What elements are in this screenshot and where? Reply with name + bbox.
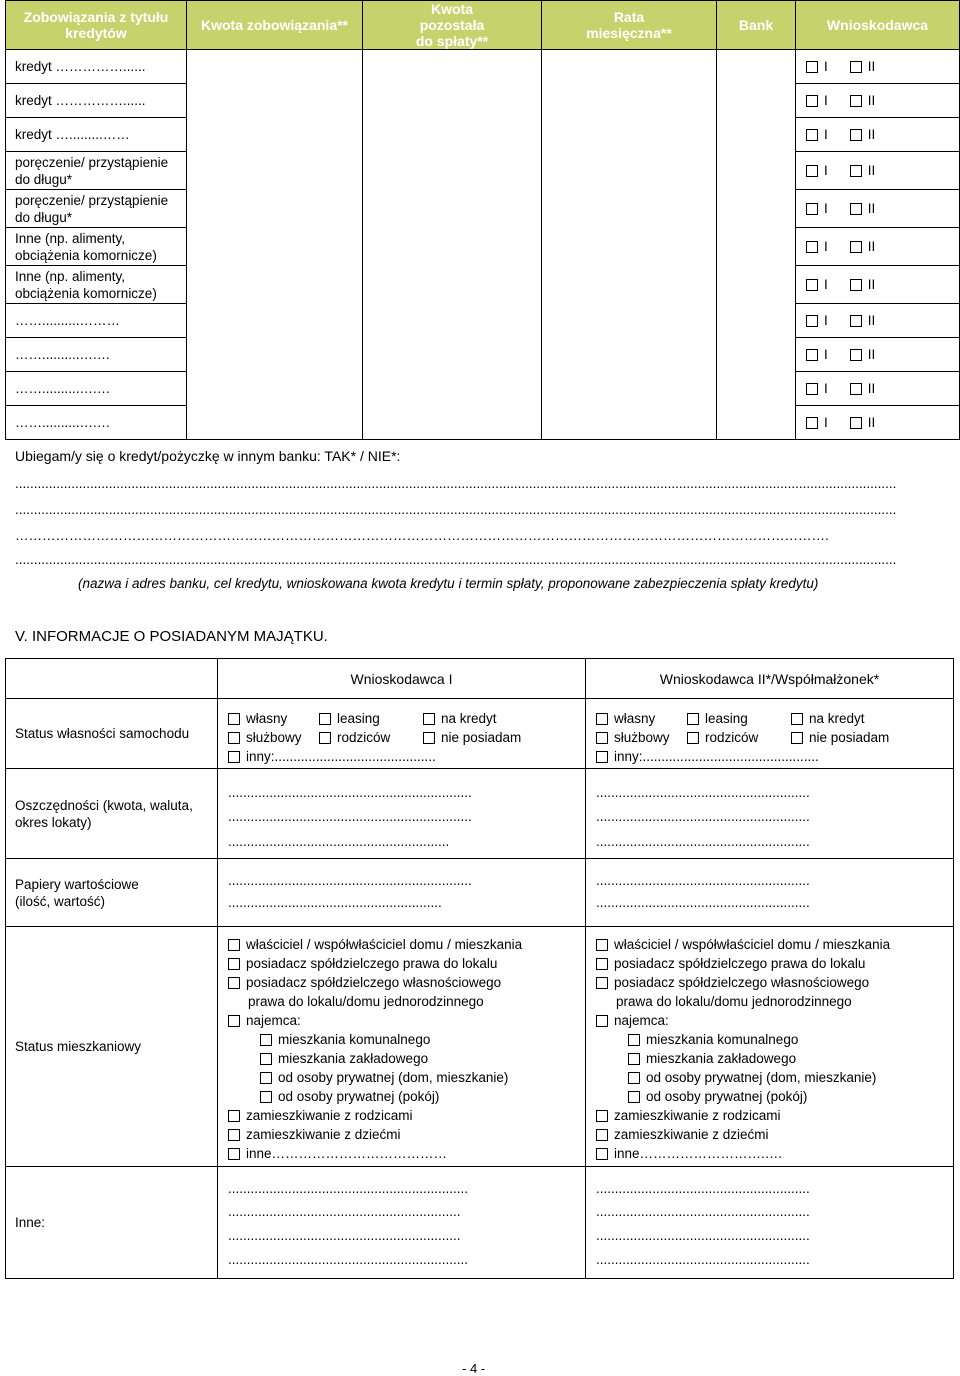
- header-monthly-rate: Rata miesięczna**: [542, 1, 717, 50]
- housing-option: [260, 1070, 508, 1086]
- applicant-1-option: I: [824, 347, 828, 362]
- housing-option-checkbox[interactable]: [596, 958, 608, 970]
- other-assets-label: Inne:: [6, 1167, 218, 1279]
- applicant-1-checkbox[interactable]: [806, 95, 818, 107]
- obligation-label: ……..........….…: [6, 406, 187, 440]
- housing-option: [228, 937, 522, 953]
- housing-option-label: mieszkania zakładowego: [278, 1051, 429, 1066]
- applicant-choice: [796, 228, 960, 266]
- obligation-row: [6, 190, 960, 228]
- applicant-2-checkbox[interactable]: [850, 61, 862, 73]
- applicant-2-checkbox[interactable]: [850, 279, 862, 291]
- obligation-cell[interactable]: [717, 304, 796, 338]
- housing-applicant-2: [586, 927, 954, 1167]
- car-option: [423, 730, 521, 746]
- fill-line[interactable]: .........................................................: [596, 1181, 810, 1196]
- applicant-2-checkbox[interactable]: [850, 165, 862, 177]
- housing-option-label: prawa do lokalu/domu jednorodzinnego: [616, 994, 852, 1009]
- fill-line[interactable]: .........................................................: [596, 1228, 810, 1243]
- obligation-cell[interactable]: [717, 228, 796, 266]
- housing-option-label: mieszkania komunalnego: [278, 1032, 431, 1047]
- securities-applicant-2: [586, 859, 954, 927]
- applicant-1-option: I: [824, 277, 828, 292]
- car-option: [791, 711, 865, 727]
- car-option-checkbox[interactable]: [791, 732, 803, 744]
- fill-line[interactable]: .................................................................: [228, 809, 472, 824]
- applicant-2-option: II: [867, 277, 876, 292]
- obligation-label: ……..........….…: [6, 338, 187, 372]
- housing-option: [596, 937, 890, 953]
- header-applicant-2: Wnioskodawca II*/Współmałżonek*: [586, 659, 954, 699]
- fill-line[interactable]: ................................................................: [228, 1181, 469, 1196]
- housing-option-checkbox[interactable]: [228, 958, 240, 970]
- fill-line[interactable]: .........................................................: [596, 1252, 810, 1267]
- savings-applicant-1: [218, 769, 586, 859]
- housing-option: [260, 1089, 439, 1105]
- housing-option-checkbox[interactable]: [628, 1091, 640, 1103]
- housing-option: [616, 994, 852, 1010]
- car-option: [423, 711, 497, 727]
- car-option-label: nie posiadam: [809, 730, 890, 745]
- header-obligation-type: Zobowiązania z tytułu kredytów: [6, 1, 187, 50]
- fill-line[interactable]: ...........................................................: [228, 834, 450, 849]
- housing-option: [228, 1013, 301, 1029]
- housing-option-label: prawa do lokalu/domu jednorodzinnego: [248, 994, 484, 1009]
- other-assets-applicant-2: [586, 1167, 954, 1279]
- housing-option: [228, 1108, 413, 1124]
- obligation-row: [6, 50, 960, 84]
- housing-other-checkbox[interactable]: [228, 1148, 240, 1160]
- housing-option-checkbox[interactable]: [228, 1015, 240, 1027]
- housing-option-label: najemca:: [614, 1013, 669, 1028]
- car-option-label: nie posiadam: [441, 730, 522, 745]
- obligation-cell[interactable]: [187, 304, 363, 338]
- page-number: - 4 -: [462, 1361, 486, 1376]
- car-option-other: [228, 749, 436, 765]
- housing-option-checkbox[interactable]: [628, 1034, 640, 1046]
- obligation-cell[interactable]: [187, 406, 363, 440]
- housing-option-label: najemca:: [246, 1013, 301, 1028]
- applicant-2-option: II: [867, 381, 876, 396]
- fill-line[interactable]: .................................................................: [228, 785, 472, 800]
- obligation-row: [6, 228, 960, 266]
- housing-option: [260, 1032, 430, 1048]
- applicant-1-option: I: [824, 127, 828, 142]
- other-bank-line-4[interactable]: ...........................................................................................................................................................................................................................................: [15, 552, 897, 567]
- housing-label: Status mieszkaniowy: [6, 927, 218, 1167]
- fill-line[interactable]: .........................................................: [596, 1204, 810, 1219]
- header-applicant-1: Wnioskodawca I: [218, 659, 586, 699]
- applicant-1-option: I: [824, 201, 828, 216]
- header-remaining: Kwota pozostała do spłaty**: [363, 1, 542, 50]
- car-other-checkbox[interactable]: [596, 751, 608, 763]
- car-option: [228, 711, 287, 727]
- housing-option-checkbox[interactable]: [596, 1129, 608, 1141]
- applicant-1-checkbox[interactable]: [806, 203, 818, 215]
- housing-option-label: posiadacz spółdzielczego własnościowego: [614, 975, 870, 990]
- housing-option-label: mieszkania zakładowego: [646, 1051, 797, 1066]
- obligation-label: ……..........….…: [6, 372, 187, 406]
- obligation-label: ……..........………: [6, 304, 187, 338]
- car-option: [687, 711, 748, 727]
- applicant-choice: [796, 266, 960, 304]
- header-amount: Kwota zobowiązania**: [187, 1, 363, 50]
- car-option-label: leasing: [705, 711, 748, 726]
- applicant-1-checkbox[interactable]: [806, 279, 818, 291]
- applicant-choice: [796, 152, 960, 190]
- fill-line[interactable]: .........................................................: [596, 873, 810, 888]
- fill-line[interactable]: .................................................................: [228, 873, 472, 888]
- obligation-cell[interactable]: [187, 152, 363, 190]
- obligation-row: [6, 152, 960, 190]
- applicant-2-checkbox[interactable]: [850, 383, 862, 395]
- car-option: [319, 711, 380, 727]
- housing-other-checkbox[interactable]: [596, 1148, 608, 1160]
- obligation-row: [6, 372, 960, 406]
- applicant-2-option: II: [867, 347, 876, 362]
- car-option-checkbox[interactable]: [423, 713, 435, 725]
- applicant-2-checkbox[interactable]: [850, 241, 862, 253]
- applicant-1-checkbox[interactable]: [806, 315, 818, 327]
- housing-option-checkbox[interactable]: [228, 977, 240, 989]
- car-option-label: leasing: [337, 711, 380, 726]
- housing-option-label: od osoby prywatnej (dom, mieszkanie): [646, 1070, 877, 1085]
- car-status-applicant-2: [586, 699, 954, 769]
- securities-label: Papiery wartościowe (ilość, wartość): [6, 859, 218, 927]
- housing-option-checkbox[interactable]: [260, 1091, 272, 1103]
- housing-option-label: od osoby prywatnej (pokój): [646, 1089, 808, 1104]
- obligation-cell[interactable]: [717, 372, 796, 406]
- housing-option-other: [596, 1146, 782, 1162]
- obligation-label: kredyt ……………......: [6, 50, 187, 84]
- obligation-label: kredyt ……………......: [6, 84, 187, 118]
- obligation-cell[interactable]: [542, 152, 717, 190]
- car-option-checkbox[interactable]: [687, 732, 699, 744]
- obligation-label: poręczenie/ przystąpienie do długu*: [6, 152, 187, 190]
- housing-option-label: posiadacz spółdzielczego prawa do lokalu: [614, 956, 866, 971]
- obligation-row: [6, 406, 960, 440]
- car-option-checkbox[interactable]: [319, 732, 331, 744]
- car-option: [319, 730, 390, 746]
- housing-option-label: zamieszkiwanie z dziećmi: [614, 1127, 769, 1142]
- assets-table: [5, 658, 954, 1279]
- obligation-cell[interactable]: [542, 190, 717, 228]
- housing-option-label: właściciel / współwłaściciel domu / mieszkania: [614, 937, 891, 952]
- housing-option: [260, 1051, 428, 1067]
- car-option-label: własny: [614, 711, 656, 726]
- car-option-label: służbowy: [246, 730, 302, 745]
- obligation-row: [6, 266, 960, 304]
- fill-line[interactable]: .........................................................: [228, 895, 442, 910]
- applicant-2-option: II: [867, 201, 876, 216]
- housing-option-label: właściciel / współwłaściciel domu / mieszkania: [246, 937, 523, 952]
- housing-option: [596, 1127, 769, 1143]
- housing-option: [596, 1108, 781, 1124]
- obligation-cell[interactable]: [717, 84, 796, 118]
- obligation-cell[interactable]: [363, 228, 542, 266]
- applicant-choice: [796, 406, 960, 440]
- obligation-cell[interactable]: [187, 84, 363, 118]
- applicant-2-option: II: [867, 93, 876, 108]
- applicant-1-checkbox[interactable]: [806, 165, 818, 177]
- car-option-checkbox[interactable]: [228, 732, 240, 744]
- other-bank-line-3[interactable]: ……………………………………………………………………………………………………………………………………………………………….: [15, 528, 829, 543]
- applicant-1-option: I: [824, 93, 828, 108]
- obligation-cell[interactable]: [542, 372, 717, 406]
- housing-option-checkbox[interactable]: [260, 1053, 272, 1065]
- obligation-label: Inne (np. alimenty, obciążenia komornicze): [6, 266, 187, 304]
- obligation-row: [6, 304, 960, 338]
- housing-option-checkbox[interactable]: [596, 977, 608, 989]
- obligation-cell[interactable]: [363, 406, 542, 440]
- car-option: [596, 730, 670, 746]
- applicant-1-option: I: [824, 313, 828, 328]
- obligation-cell[interactable]: [363, 338, 542, 372]
- obligation-cell[interactable]: [187, 228, 363, 266]
- obligation-cell[interactable]: [717, 266, 796, 304]
- obligation-cell[interactable]: [187, 50, 363, 84]
- car-other-checkbox[interactable]: [228, 751, 240, 763]
- obligation-cell[interactable]: [717, 406, 796, 440]
- fill-line[interactable]: .........................................................: [596, 785, 810, 800]
- obligation-cell[interactable]: [363, 118, 542, 152]
- housing-option-checkbox[interactable]: [260, 1072, 272, 1084]
- fill-line[interactable]: ..............................................................: [228, 1204, 461, 1219]
- applicant-2-option: II: [867, 415, 876, 430]
- obligation-cell[interactable]: [542, 266, 717, 304]
- obligation-cell[interactable]: [542, 406, 717, 440]
- applicant-1-checkbox[interactable]: [806, 349, 818, 361]
- housing-option-checkbox[interactable]: [228, 939, 240, 951]
- obligations-table: [5, 0, 960, 440]
- car-option-checkbox[interactable]: [791, 713, 803, 725]
- applicant-2-checkbox[interactable]: [850, 129, 862, 141]
- car-status-label: Status własności samochodu: [6, 699, 218, 769]
- obligation-cell[interactable]: [542, 50, 717, 84]
- housing-applicant-1: [218, 927, 586, 1167]
- housing-option: [628, 1032, 798, 1048]
- obligation-cell[interactable]: [717, 190, 796, 228]
- car-option-checkbox[interactable]: [687, 713, 699, 725]
- housing-option-label: zamieszkiwanie z rodzicami: [246, 1108, 413, 1123]
- car-status-applicant-1: [218, 699, 586, 769]
- car-other-input[interactable]: inny:...........................................: [246, 749, 436, 764]
- housing-option-checkbox[interactable]: [628, 1053, 640, 1065]
- housing-other-input[interactable]: inne……………………….….: [614, 1146, 783, 1161]
- obligation-cell[interactable]: [542, 228, 717, 266]
- fill-line[interactable]: .........................................................: [596, 834, 810, 849]
- savings-label: Oszczędności (kwota, waluta, okres lokaty): [6, 769, 218, 859]
- car-option-label: własny: [246, 711, 288, 726]
- applicant-1-option: I: [824, 415, 828, 430]
- obligation-cell[interactable]: [717, 152, 796, 190]
- car-option-checkbox[interactable]: [596, 732, 608, 744]
- car-option-label: na kredyt: [809, 711, 865, 726]
- applicant-1-checkbox[interactable]: [806, 241, 818, 253]
- housing-option: [628, 1089, 807, 1105]
- applicant-1-checkbox[interactable]: [806, 129, 818, 141]
- housing-option-label: od osoby prywatnej (pokój): [278, 1089, 440, 1104]
- housing-option: [248, 994, 484, 1010]
- housing-option-label: posiadacz spółdzielczego własnościowego: [246, 975, 502, 990]
- applicant-2-option: II: [867, 313, 876, 328]
- obligation-cell[interactable]: [187, 118, 363, 152]
- obligation-cell[interactable]: [542, 338, 717, 372]
- applicant-2-checkbox[interactable]: [850, 417, 862, 429]
- car-option-label: służbowy: [614, 730, 670, 745]
- obligation-cell[interactable]: [542, 304, 717, 338]
- applicant-2-checkbox[interactable]: [850, 95, 862, 107]
- housing-option-checkbox[interactable]: [628, 1072, 640, 1084]
- applicant-2-option: II: [867, 127, 876, 142]
- obligation-cell[interactable]: [363, 84, 542, 118]
- car-option-label: rodziców: [337, 730, 391, 745]
- obligation-row: [6, 338, 960, 372]
- applicant-2-checkbox[interactable]: [850, 315, 862, 327]
- applicant-choice: [796, 50, 960, 84]
- car-other-input[interactable]: inny:...............................................: [614, 749, 819, 764]
- housing-option-label: mieszkania komunalnego: [646, 1032, 799, 1047]
- housing-option-other: [228, 1146, 447, 1162]
- applicant-choice: [796, 338, 960, 372]
- car-option-other: [596, 749, 819, 765]
- fill-line[interactable]: ..............................................................: [228, 1228, 461, 1243]
- applicant-1-option: I: [824, 59, 828, 74]
- obligation-cell[interactable]: [363, 266, 542, 304]
- car-option-checkbox[interactable]: [228, 713, 240, 725]
- fill-line[interactable]: ................................................................: [228, 1252, 469, 1267]
- obligation-row: [6, 118, 960, 152]
- applicant-2-option: II: [867, 163, 876, 178]
- applicant-2-checkbox[interactable]: [850, 203, 862, 215]
- securities-applicant-1: [218, 859, 586, 927]
- other-bank-hint: (nazwa i adres banku, cel kredytu, wnioskowana kwota kredytu i termin spłaty, proponowane zabezpieczenia spłaty kredytu): [78, 576, 819, 591]
- car-option-label: na kredyt: [441, 711, 497, 726]
- car-option: [228, 730, 302, 746]
- housing-option-label: posiadacz spółdzielczego prawa do lokalu: [246, 956, 498, 971]
- housing-option: [228, 1127, 401, 1143]
- applicant-choice: [796, 372, 960, 406]
- car-option-checkbox[interactable]: [423, 732, 435, 744]
- housing-option-checkbox[interactable]: [228, 1129, 240, 1141]
- section-title: V. INFORMACJE O POSIADANYM MAJĄTKU.: [15, 628, 328, 645]
- applicant-1-checkbox[interactable]: [806, 383, 818, 395]
- car-option-label: rodziców: [705, 730, 759, 745]
- obligation-cell[interactable]: [717, 50, 796, 84]
- obligation-cell[interactable]: [363, 50, 542, 84]
- car-option-checkbox[interactable]: [319, 713, 331, 725]
- housing-option-checkbox[interactable]: [596, 1110, 608, 1122]
- car-option: [596, 711, 655, 727]
- other-bank-question: Ubiegam/y się o kredyt/pożyczkę w innym banku: TAK* / NIE*:: [15, 448, 401, 464]
- header-bank: Bank: [717, 1, 796, 50]
- housing-option: [628, 1070, 876, 1086]
- obligation-cell[interactable]: [542, 84, 717, 118]
- applicant-1-option: I: [824, 381, 828, 396]
- housing-option-checkbox[interactable]: [260, 1034, 272, 1046]
- other-bank-line-2[interactable]: ...........................................................................................................................................................................................................................................: [15, 502, 897, 517]
- car-option: [791, 730, 889, 746]
- housing-option-label: od osoby prywatnej (dom, mieszkanie): [278, 1070, 509, 1085]
- obligation-cell[interactable]: [187, 338, 363, 372]
- fill-line[interactable]: .........................................................: [596, 809, 810, 824]
- savings-applicant-2: [586, 769, 954, 859]
- housing-option: [596, 956, 865, 972]
- housing-option: [596, 1013, 669, 1029]
- housing-option-label: zamieszkiwanie z dziećmi: [246, 1127, 401, 1142]
- applicant-choice: [796, 84, 960, 118]
- other-assets-applicant-1: [218, 1167, 586, 1279]
- fill-line[interactable]: .........................................................: [596, 895, 810, 910]
- housing-other-input[interactable]: inne…………………………………: [246, 1146, 448, 1161]
- housing-option-label: zamieszkiwanie z rodzicami: [614, 1108, 781, 1123]
- obligation-label: poręczenie/ przystąpienie do długu*: [6, 190, 187, 228]
- applicant-2-checkbox[interactable]: [850, 349, 862, 361]
- housing-option-checkbox[interactable]: [596, 1015, 608, 1027]
- header-applicant: Wnioskodawca: [796, 1, 960, 50]
- car-option: [687, 730, 758, 746]
- housing-option: [596, 975, 869, 991]
- housing-option-checkbox[interactable]: [596, 939, 608, 951]
- applicant-choice: [796, 190, 960, 228]
- obligation-label: Inne (np. alimenty, obciążenia komornicze): [6, 228, 187, 266]
- obligation-cell[interactable]: [363, 190, 542, 228]
- applicant-2-option: II: [867, 239, 876, 254]
- housing-option: [228, 956, 497, 972]
- housing-option-checkbox[interactable]: [228, 1110, 240, 1122]
- obligation-cell[interactable]: [717, 118, 796, 152]
- applicant-choice: [796, 118, 960, 152]
- other-bank-line-1[interactable]: ...........................................................................................................................................................................................................................................: [15, 476, 897, 491]
- obligation-cell[interactable]: [363, 304, 542, 338]
- applicant-choice: [796, 304, 960, 338]
- obligation-cell[interactable]: [363, 152, 542, 190]
- obligation-cell[interactable]: [542, 118, 717, 152]
- housing-option: [628, 1051, 796, 1067]
- obligation-cell[interactable]: [187, 190, 363, 228]
- obligation-row: [6, 84, 960, 118]
- applicant-2-option: II: [867, 59, 876, 74]
- obligation-cell[interactable]: [363, 372, 542, 406]
- applicant-1-checkbox[interactable]: [806, 61, 818, 73]
- car-option-checkbox[interactable]: [596, 713, 608, 725]
- housing-option: [228, 975, 501, 991]
- obligation-label: kredyt ….........……: [6, 118, 187, 152]
- obligation-cell[interactable]: [187, 372, 363, 406]
- applicant-1-option: I: [824, 239, 828, 254]
- applicant-1-checkbox[interactable]: [806, 417, 818, 429]
- applicant-1-option: I: [824, 163, 828, 178]
- obligation-cell[interactable]: [187, 266, 363, 304]
- obligation-cell[interactable]: [717, 338, 796, 372]
